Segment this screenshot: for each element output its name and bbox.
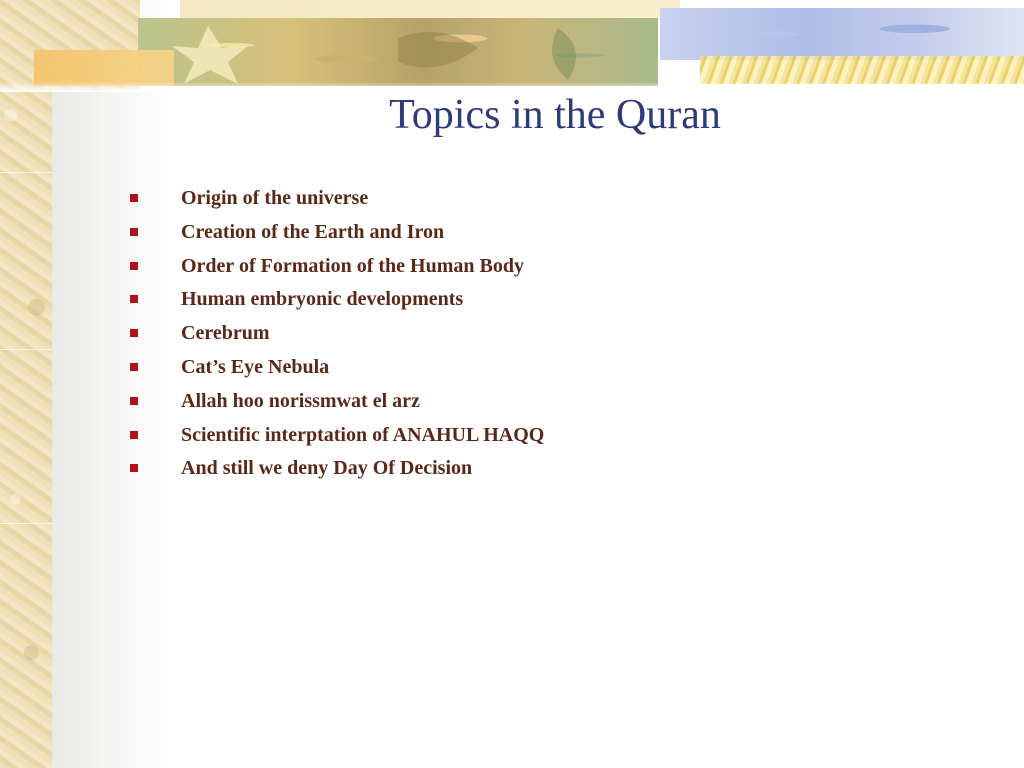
list-item — [130, 386, 544, 420]
left-parchment-strip — [0, 0, 52, 768]
list-item-text: Allah hoo norissmwat el arz — [181, 389, 420, 412]
list-item — [130, 318, 544, 352]
header-top-strip — [180, 0, 680, 20]
list-item-text: And still we deny Day Of Decision — [181, 457, 473, 480]
header-blue-image — [660, 8, 1024, 60]
list-item — [130, 420, 544, 454]
list-item-text: Order of Formation of the Human Body — [181, 254, 524, 277]
list-item — [130, 352, 544, 386]
list-item — [130, 284, 544, 318]
list-item-text: Creation of the Earth and Iron — [181, 220, 445, 243]
strip-seam — [0, 172, 52, 173]
slide-title: Topics in the Quran — [389, 92, 721, 138]
square-bullet-icon — [130, 228, 138, 236]
list-item-text: Origin of the universe — [181, 187, 369, 209]
strip-seam — [0, 349, 52, 350]
header-leaf-image — [138, 18, 658, 86]
list-item-text: Cat’s Eye Nebula — [181, 355, 330, 378]
list-item — [130, 217, 544, 251]
square-bullet-icon — [130, 262, 138, 270]
leaf-shapes-icon — [138, 18, 658, 86]
square-bullet-icon — [130, 329, 138, 337]
list-item-text: Scientific interptation of ANAHUL HAQQ — [181, 423, 545, 446]
list-item — [130, 453, 544, 487]
list-item — [130, 251, 544, 285]
square-bullet-icon — [130, 431, 138, 439]
list-item-text: Cerebrum — [181, 322, 270, 345]
square-bullet-icon — [130, 363, 138, 371]
square-bullet-icon — [130, 464, 138, 472]
topic-list — [130, 183, 544, 487]
square-bullet-icon — [130, 295, 138, 303]
decorative-header-band — [0, 0, 1024, 90]
list-item-text: Human embryonic developments — [181, 288, 464, 311]
list-item — [130, 183, 544, 217]
square-bullet-icon — [130, 194, 138, 202]
header-gold-texture — [700, 56, 1024, 84]
header-orange-block — [34, 50, 174, 86]
square-bullet-icon — [130, 397, 138, 405]
strip-seam — [0, 523, 52, 524]
